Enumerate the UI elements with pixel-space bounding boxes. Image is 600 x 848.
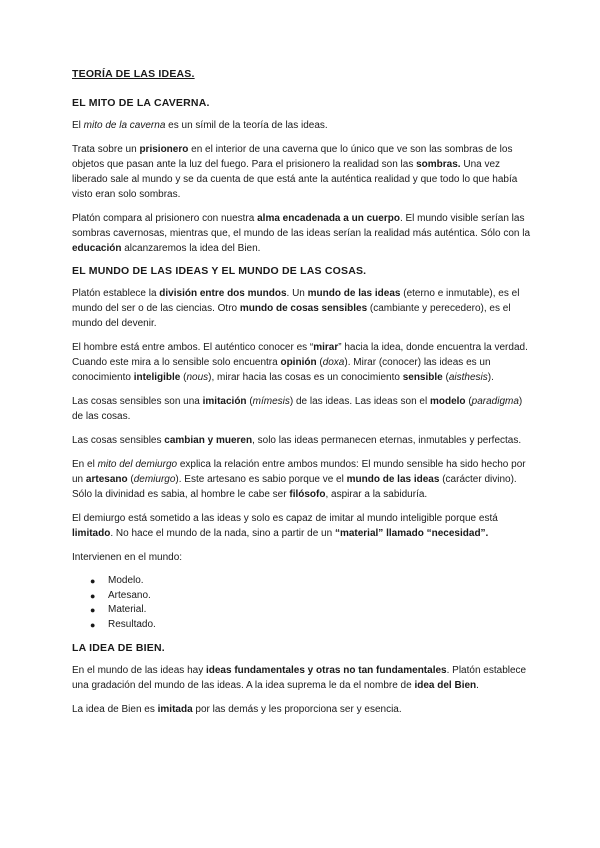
list-item: ● Artesano. — [108, 589, 532, 604]
paragraph-8: En el mito del demiurgo explica la relación entre ambos mundos: El mundo sensible ha sido hecho por un artesano (demiurgo). Este artesano es sabio porque ve el mundo de las ideas (carácter divino). Sólo la divinidad es sabia, al hombre le cabe ser filósofo, aspirar a la sabiduría. — [72, 459, 526, 500]
section-heading-good: LA IDEA DE BIEN. — [72, 642, 165, 654]
paragraph-6: Las cosas sensibles son una imitación (mímesis) de las ideas. Las ideas son el modelo (paradigma) de las cosas. — [72, 396, 523, 422]
section-heading-cave: EL MITO DE LA CAVERNA. — [72, 97, 210, 109]
paragraph-12: La idea de Bien es imitada por las demás y les proporciona ser y esencia. — [72, 704, 402, 715]
paragraph-7: Las cosas sensibles cambian y mueren, solo las ideas permanecen eternas, inmutables y perfectas. — [72, 435, 522, 446]
paragraph-5: El hombre está entre ambos. El auténtico conocer es “mirar” hacia la idea, donde encuentra la verdad. Cuando este mira a lo sensible solo encuentra opinión (doxa). Mirar (conocer) las ideas es un conocimiento inteligible (nous), mirar hacia las cosas es un conocimiento sensible (aisthesis). — [72, 342, 528, 383]
bullet-list — [72, 574, 532, 632]
bullet-icon: ● — [90, 590, 96, 601]
paragraph-9: El demiurgo está sometido a las ideas y solo es capaz de imitar al mundo inteligible porque está limitado. No hace el mundo de la nada, sino a partir de un “material” llamado “necesidad”. — [72, 513, 498, 539]
section-heading-two-worlds: EL MUNDO DE LAS IDEAS Y EL MUNDO DE LAS COSAS. — [72, 265, 367, 277]
paragraph-1: El mito de la caverna es un símil de la teoría de las ideas. — [72, 120, 328, 131]
paragraph-11: En el mundo de las ideas hay ideas fundamentales y otras no tan fundamentales. Platón establece una gradación del mundo de las ideas. A la idea suprema le da el nombre de idea del Bien. — [72, 665, 527, 691]
document-page — [72, 68, 532, 726]
paragraph-3: Platón compara al prisionero con nuestra alma encadenada a un cuerpo. El mundo visible serían las sombras cavernosas, mientras que, el mundo de las ideas serían la realidad más auténtica. Sólo con la educación alcanzaremos la idea del Bien. — [72, 213, 531, 254]
list-item: ● Modelo. — [108, 574, 532, 589]
paragraph-10: Intervienen en el mundo: — [72, 552, 183, 563]
paragraph-4: Platón establece la división entre dos mundos. Un mundo de las ideas (eterno e inmutable), es el mundo del ser o de las ciencias. Otro mundo de cosas sensibles (cambiante y perecedero), es el mundo del devenir. — [72, 288, 520, 329]
document-title: TEORÍA DE LAS IDEAS. — [72, 68, 195, 80]
bullet-icon: ● — [90, 619, 96, 630]
bullet-icon: ● — [90, 605, 96, 615]
bullet-icon: ● — [90, 576, 96, 586]
paragraph-2: Trata sobre un prisionero en el interior de una caverna que lo único que ve son las sombras de los objetos que pasan ante la luz del fuego. Para el prisionero la realidad son las sombras. Una vez liberado sale al mundo y se da cuenta de que está ante la auténtica realidad y que todo lo que había visto eran solo sombras. — [72, 144, 518, 200]
list-item: ● Material. — [108, 603, 532, 618]
list-item: ● Resultado. — [108, 618, 532, 633]
